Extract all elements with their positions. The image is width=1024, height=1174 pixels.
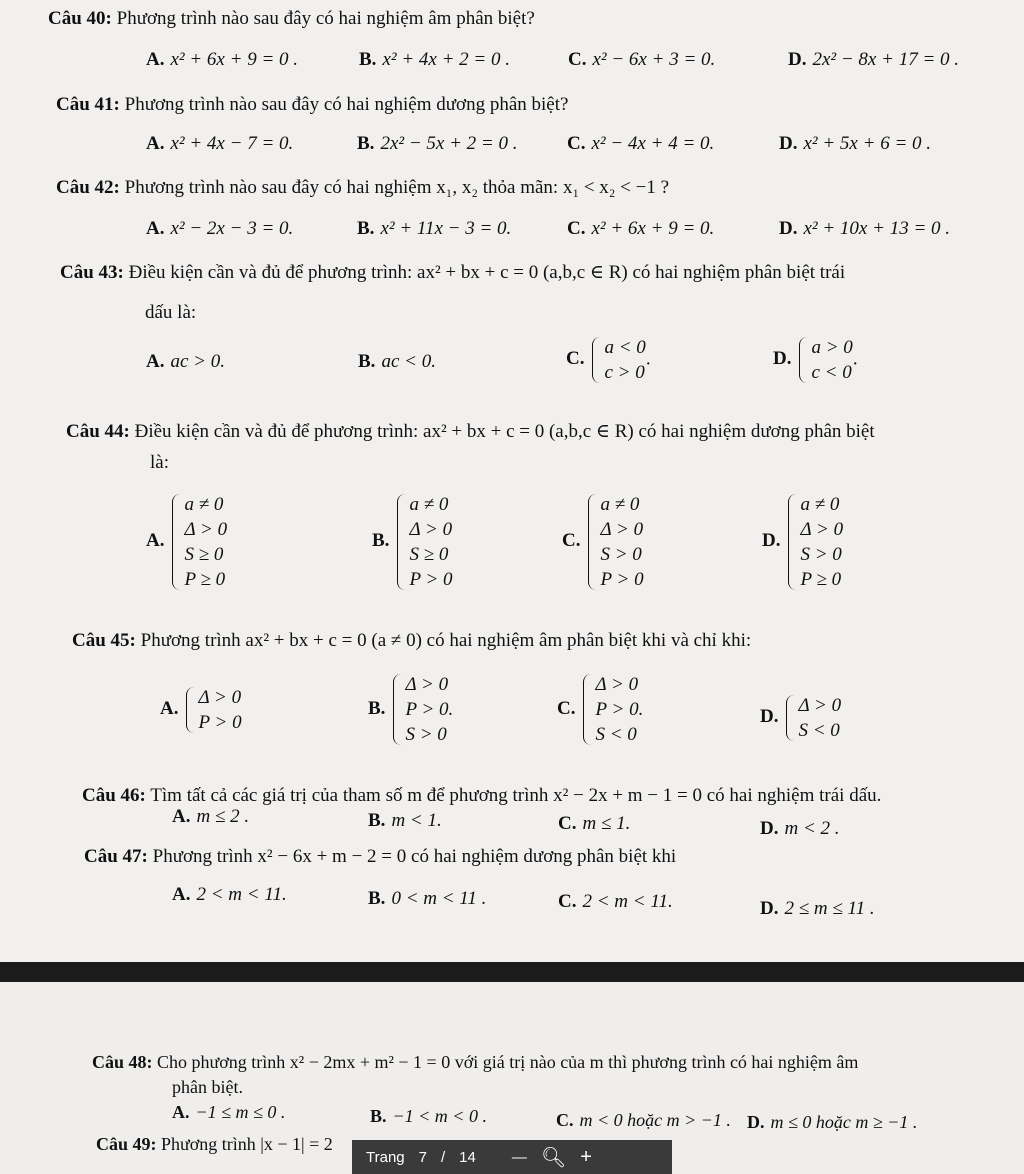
question-44: Câu 44: Điều kiện cần và đủ để phương trình: ax² + bx + c = 0 (a,b,c ∈ R) có hai nghiệm dương phân biệt [66,421,875,442]
q43-option-a[interactable]: A. ac > 0. [146,351,225,372]
q46-option-d[interactable]: D. m < 2 . [760,818,840,839]
question-48: Câu 48: Cho phương trình x² − 2mx + m² − 1 = 0 với giá trị nào của m thì phương trình có hai nghiệm âm [92,1052,859,1072]
q40-option-d[interactable]: D. 2x² − 8x + 17 = 0 . [788,49,960,70]
q47-option-a[interactable]: A. 2 < m < 11. [172,884,287,905]
q42-option-b[interactable]: B. x² + 11x − 3 = 0. [357,218,512,239]
q43-option-d[interactable]: D. a > 0 c < 0 . [773,337,858,383]
q45-option-c[interactable]: C. Δ > 0 P > 0. S < 0 [557,674,644,745]
q47-option-d[interactable]: D. 2 ≤ m ≤ 11 . [760,898,875,919]
q40-option-a[interactable]: A. x² + 6x + 9 = 0 . [146,49,299,70]
q42-option-a[interactable]: A. x² − 2x − 3 = 0. [146,218,294,239]
q40-option-c[interactable]: C. x² − 6x + 3 = 0. [568,49,716,70]
question-46: Câu 46: Tìm tất cả các giá trị của tham số m để phương trình x² − 2x + m − 1 = 0 có hai nghiệm trái dấu. [82,785,882,806]
q43-option-b[interactable]: B. ac < 0. [358,351,436,372]
question-43: Câu 43: Điều kiện cần và đủ để phương trình: ax² + bx + c = 0 (a,b,c ∈ R) có hai nghiệm phân biệt trái [60,262,846,283]
q42-option-d[interactable]: D. x² + 10x + 13 = 0 . [779,218,951,239]
question-42: Câu 42: Phương trình nào sau đây có hai nghiệm x₁, x₂ thỏa mãn: x₁ < x₂ < −1 ? [56,177,670,198]
q45-option-b[interactable]: B. Δ > 0 P > 0. S > 0 [368,674,454,745]
q41-option-b[interactable]: B. 2x² − 5x + 2 = 0 . [357,133,518,154]
page-separator: / [440,1148,446,1166]
q41-option-d[interactable]: D. x² + 5x + 6 = 0 . [779,133,932,154]
zoom-in-icon[interactable]: 🔍︎ [540,1146,567,1169]
q44-option-c[interactable]: C. a ≠ 0 Δ > 0 S > 0 P > 0 [562,494,644,590]
q48-option-c[interactable]: C. m < 0 hoặc m > −1 . [556,1110,731,1130]
q46-option-a[interactable]: A. m ≤ 2 . [172,806,250,827]
q41-option-c[interactable]: C. x² − 4x + 4 = 0. [567,133,715,154]
q44-option-d[interactable]: D. a ≠ 0 Δ > 0 S > 0 P ≥ 0 [762,494,844,590]
q43-c-system: a < 0 c > 0 [590,335,645,385]
question-47: Câu 47: Phương trình x² − 6x + m − 2 = 0 có hai nghiệm dương phân biệt khi [84,846,677,867]
q44-option-a[interactable]: A. a ≠ 0 Δ > 0 S ≥ 0 P ≥ 0 [146,494,228,590]
q45-option-d[interactable]: D. Δ > 0 S < 0 [760,695,842,741]
question-49: Câu 49: Phương trình |x − 1| = 2 [96,1134,333,1154]
page-total: 14 [459,1148,476,1166]
question-45: Câu 45: Phương trình ax² + bx + c = 0 (a ≠ 0) có hai nghiệm âm phân biệt khi và chỉ khi: [72,630,752,651]
q46-option-c[interactable]: C. m ≤ 1. [558,813,631,834]
q48-option-b[interactable]: B. −1 < m < 0 . [370,1106,487,1126]
question-48-continued: phân biệt. [172,1077,243,1097]
q41-option-a[interactable]: A. x² + 4x − 7 = 0. [146,133,294,154]
zoom-out-button[interactable]: — [511,1148,527,1166]
question-41: Câu 41: Phương trình nào sau đây có hai nghiệm dương phân biệt? [56,94,569,115]
page-toolbar [352,1140,672,1174]
q43-option-c[interactable]: C. a < 0 c > 0 . [566,337,651,383]
question-40: Câu 40: Phương trình nào sau đây có hai nghiệm âm phân biệt? [48,8,535,29]
q48-option-a[interactable]: A. −1 ≤ m ≤ 0 . [172,1102,286,1122]
zoom-plus-button[interactable]: + [580,1145,592,1168]
q43-d-system: a > 0 c < 0 [797,335,852,385]
q45-option-a[interactable]: A. Δ > 0 P > 0 [160,687,242,733]
page-number[interactable]: 7 [418,1148,427,1166]
question-44-continued: là: [150,452,169,473]
q42-option-c[interactable]: C. x² + 6x + 9 = 0. [567,218,715,239]
q44-option-b[interactable]: B. a ≠ 0 Δ > 0 S ≥ 0 P > 0 [372,494,453,590]
q46-option-b[interactable]: B. m < 1. [368,810,442,831]
page-label: Trang [366,1148,405,1166]
question-43-continued: dấu là: [145,302,197,323]
q47-option-c[interactable]: C. 2 < m < 11. [558,891,673,912]
q47-option-b[interactable]: B. 0 < m < 11 . [368,888,487,909]
page-gap [0,962,1024,982]
q48-option-d[interactable]: D. m ≤ 0 hoặc m ≥ −1 . [747,1112,918,1132]
q40-option-b[interactable]: B. x² + 4x + 2 = 0 . [359,49,510,70]
